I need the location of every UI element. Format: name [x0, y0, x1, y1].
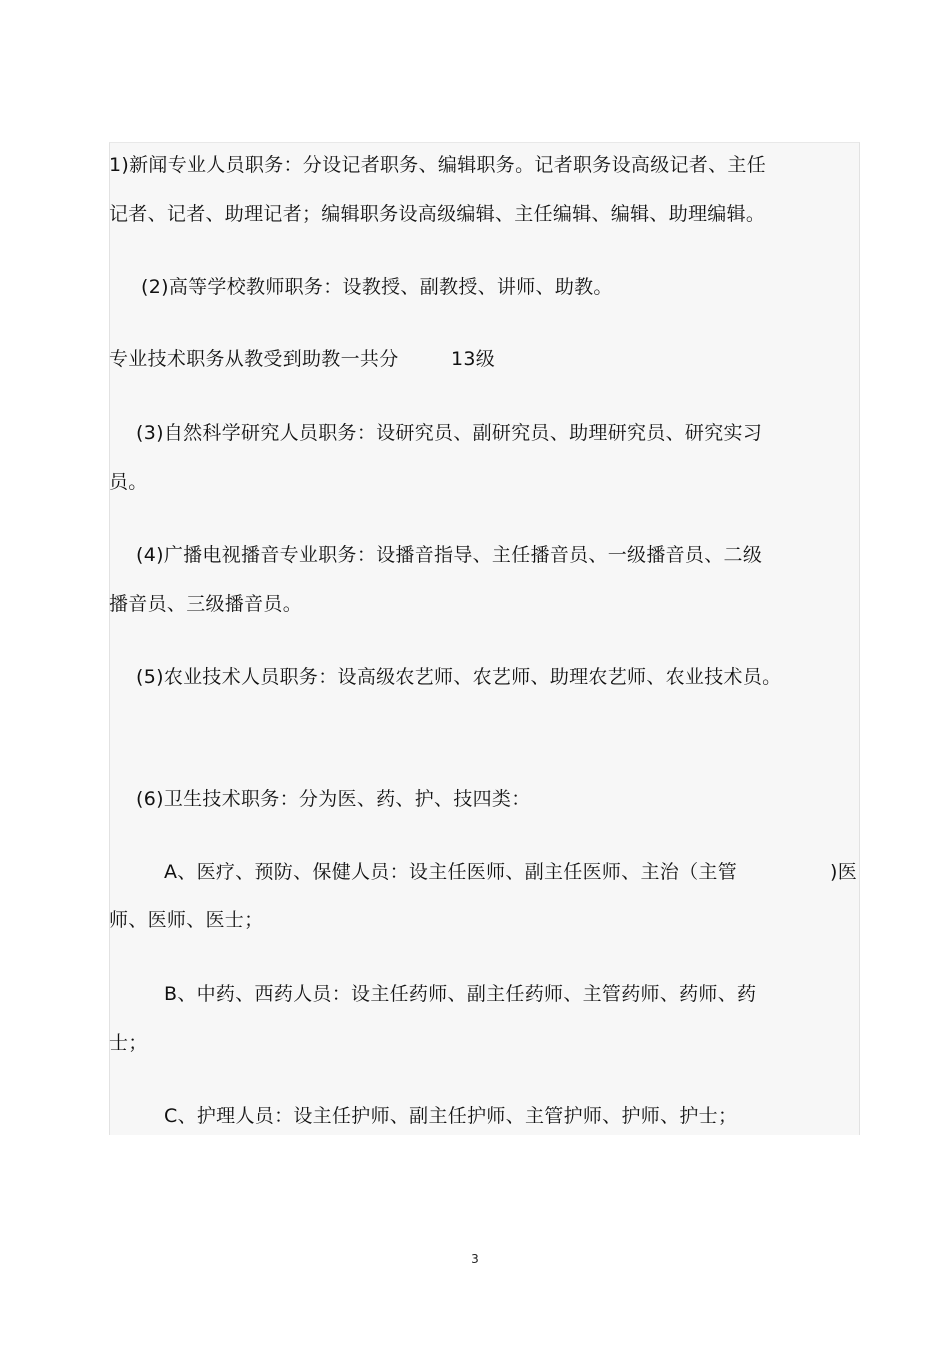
- paragraph-4-line-1: (3)自然科学研究人员职务：设研究员、副研究员、助理研究员、研究实习: [136, 422, 763, 444]
- paragraph-9-line-2: 士；: [109, 1032, 148, 1054]
- paragraph-1-line-1: 1)新闻专业人员职务：分设记者职务、编辑职务。记者职务设高级记者、主任: [109, 154, 767, 176]
- paragraph-7: (6)卫生技术职务：分为医、药、护、技四类：: [136, 788, 531, 810]
- paragraph-1-line-2: 记者、记者、助理记者；编辑职务设高级编辑、主任编辑、编辑、助理编辑。: [109, 203, 766, 225]
- paragraph-5-line-2: 播音员、三级播音员。: [109, 593, 303, 615]
- paragraph-5-line-1: (4)广播电视播音专业职务：设播音指导、主任播音员、一级播音员、二级: [136, 544, 763, 566]
- paragraph-6: (5)农业技术人员职务：设高级农艺师、农艺师、助理农艺师、农业技术员。: [136, 666, 782, 688]
- paragraph-3: 专业技术职务从教受到助教一共分: [109, 348, 399, 370]
- paragraph-4-line-2: 员。: [109, 471, 148, 493]
- paragraph-10: C、护理人员：设主任护师、副主任护师、主管护师、护师、护士；: [164, 1105, 738, 1127]
- paragraph-8-line-1-tail: )医: [830, 861, 858, 883]
- paragraph-2: (2)高等学校教师职务：设教授、副教授、讲师、助教。: [141, 276, 613, 298]
- page-number: 3: [471, 1252, 479, 1266]
- paragraph-8-line-1: A、医疗、预防、保健人员：设主任医师、副主任医师、主治（主管: [164, 861, 737, 883]
- paragraph-3-level-count: 13级: [451, 348, 496, 370]
- paragraph-9-line-1: B、中药、西药人员：设主任药师、副主任药师、主管药师、药师、药: [164, 983, 757, 1005]
- paragraph-8-line-2: 师、医师、医士；: [109, 909, 264, 931]
